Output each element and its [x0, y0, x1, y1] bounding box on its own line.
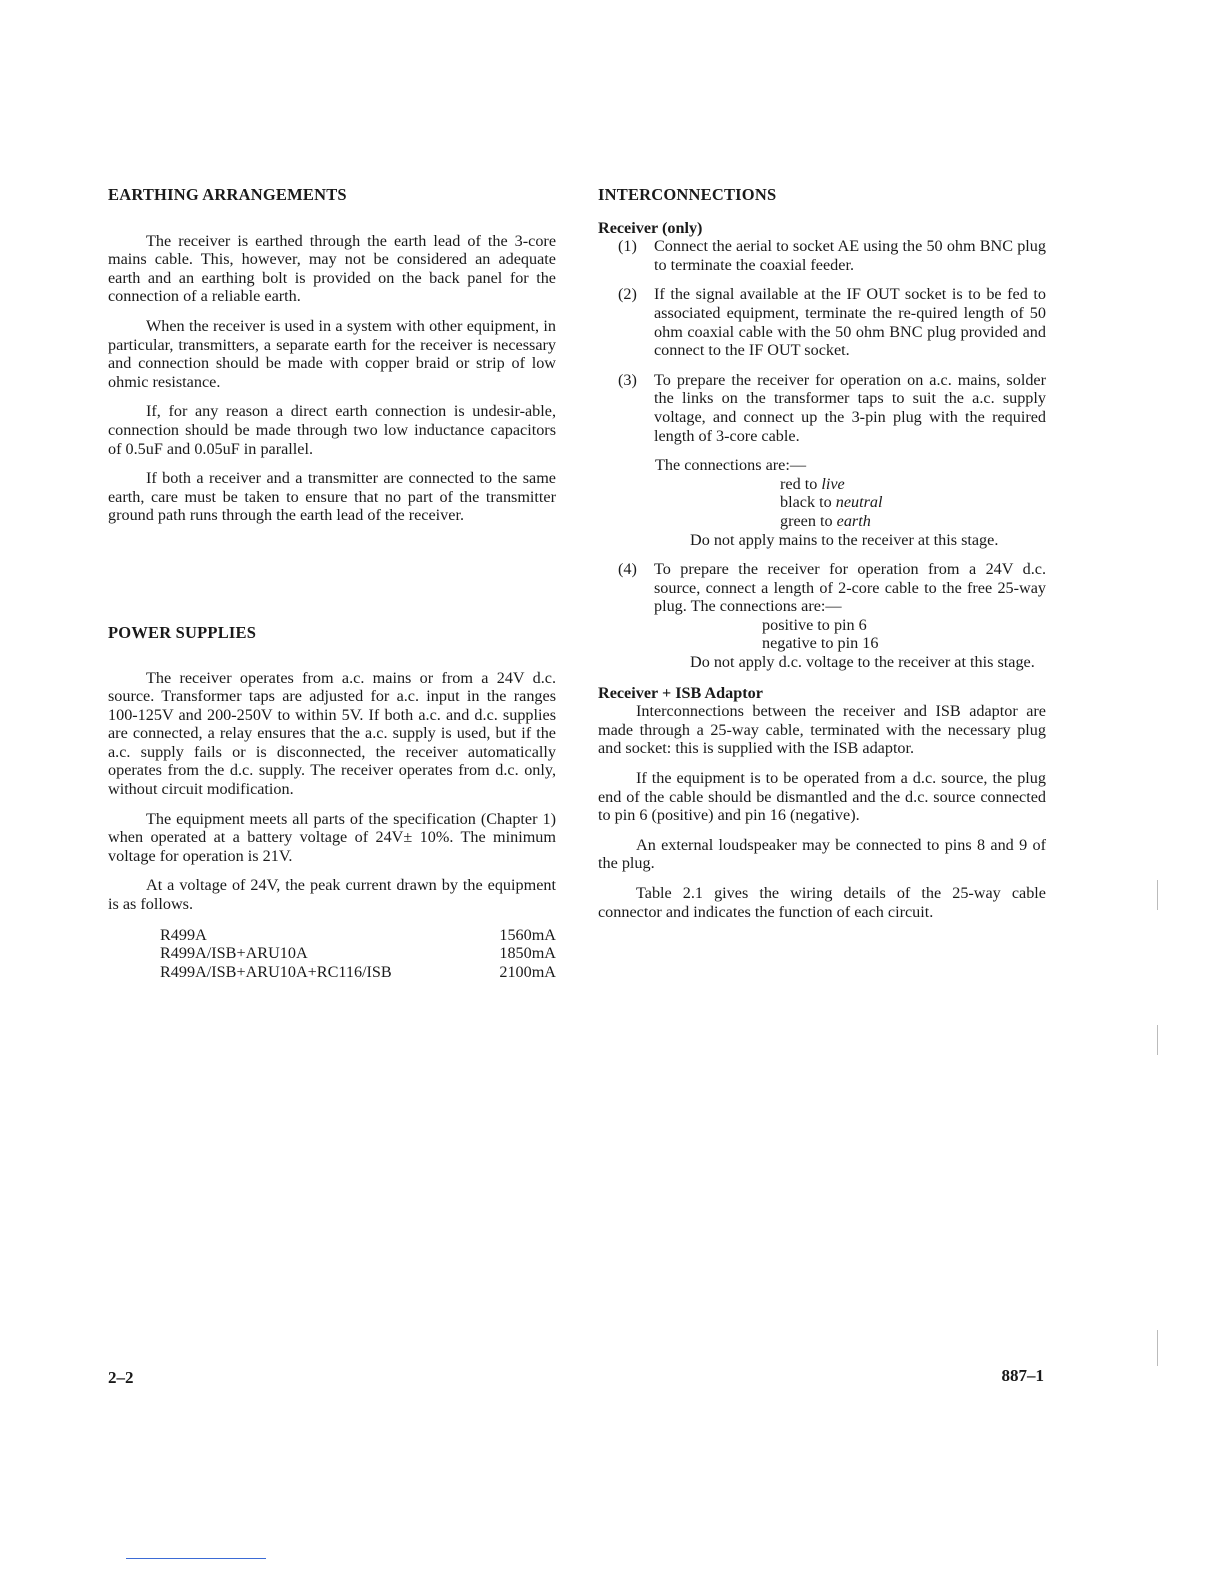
table-row — [160, 926, 556, 945]
dc-warning: Do not apply d.c. voltage to the receiver at this stage. — [690, 653, 1035, 672]
connections-intro: The connections are:— — [655, 456, 807, 475]
isb-subheading: Receiver + ISB Adaptor — [598, 683, 763, 702]
current-cell: 2100mA — [499, 962, 556, 981]
item-number: (4) — [618, 560, 637, 579]
power-paragraph: At a voltage of 24V, the peak current drawn by the equipment is as follows. — [108, 876, 556, 914]
connection-line: black to neutral — [780, 493, 883, 512]
power-paragraph: The receiver operates from a.c. mains or from a 24V d.c. source. Transformer taps are adjusted for a.c. input in the ranges 100-125V and 200-250V to within 5V. If both a.c. and d.c. supplies are connected, a relay ensures that the a.c. supply is used, but if the a.c. supply fails or is disconnected, the receiver automatically operates from the d.c. supply. The receiver operates from d.c. only, without circuit modification. — [108, 668, 556, 799]
equipment-cell: R499A/ISB+ARU10A — [160, 944, 308, 963]
earthing-paragraph: When the receiver is used in a system with other equipment, in particular, transmitters, a separate earth for the receiver is necessary and connection should be made with copper braid or strip of low ohmic resistance. — [108, 316, 556, 391]
numbered-item — [598, 237, 1046, 274]
page-number: 2–2 — [108, 1368, 134, 1387]
equipment-cell: R499A — [160, 925, 207, 944]
isb-paragraph: If the equipment is to be operated from a d.c. source, the plug end of the cable should be dismantled and the d.c. source connected to pin 6 (positive) and pin 16 (negative). — [598, 769, 1046, 825]
scan-edge-mark — [1157, 880, 1158, 910]
connection-term: live — [821, 474, 845, 493]
isb-paragraph: Interconnections between the receiver and ISB adaptor are made through a 25-way cable, terminated with the necessary plug and socket: this is supplied with the ISB adaptor. — [598, 702, 1046, 758]
item-text: To prepare the receiver for operation from a 24V d.c. source, connect a length of 2-core cable to the free 25-way plug. The connections are:— — [654, 560, 1046, 616]
item-text: If the signal available at the IF OUT socket is to be fed to associated equipment, terminate the re-quired length of 50 ohm coaxial cable with the 50 ohm BNC plug provided and connect to the IF OUT socket. — [654, 285, 1046, 360]
power-heading: POWER SUPPLIES — [108, 622, 257, 642]
pin-line: positive to pin 6 — [762, 615, 867, 634]
connection-line: red to live — [780, 474, 845, 493]
mains-warning: Do not apply mains to the receiver at this stage. — [690, 530, 999, 549]
numbered-item — [598, 560, 1046, 616]
isb-paragraph: An external loudspeaker may be connected to pins 8 and 9 of the plug. — [598, 835, 1046, 873]
isb-paragraph: Table 2.1 gives the wiring details of the 25-way cable connector and indicates the function of each circuit. — [598, 884, 1046, 921]
item-text: Connect the aerial to socket AE using the 50 ohm BNC plug to terminate the coaxial feeder. — [654, 237, 1046, 274]
earthing-paragraph: The receiver is earthed through the earth lead of the 3-core mains cable. This, however, may not be considered an adequate earth and an earthing bolt is provided on the back panel for the connection of a reliable earth. — [108, 231, 556, 306]
document-number: 887–1 — [1001, 1366, 1044, 1385]
earthing-heading: EARTHING ARRANGEMENTS — [108, 185, 347, 204]
interconnections-heading: INTERCONNECTIONS — [598, 185, 777, 204]
item-number: (2) — [618, 285, 637, 304]
left-column — [108, 186, 556, 981]
item-text: To prepare the receiver for operation on a.c. mains, solder the links on the transformer taps to suit the a.c. supply voltage, and connect up the 3-pin plug with the required length of 3-core cable. — [654, 370, 1046, 445]
connection-line: green to earth — [780, 511, 871, 530]
earthing-paragraph: If both a receiver and a transmitter are connected to the same earth, care must be taken to ensure that no part of the transmitter ground path runs through the earth lead of the receiver. — [108, 469, 556, 525]
connection-term: neutral — [835, 493, 883, 512]
scan-edge-mark — [1157, 1025, 1158, 1055]
current-cell: 1850mA — [499, 944, 556, 963]
scan-edge-mark — [1157, 1330, 1158, 1366]
equipment-cell: R499A/ISB+ARU10A+RC116/ISB — [160, 962, 392, 981]
item-number: (1) — [618, 237, 637, 256]
numbered-item — [598, 371, 1046, 445]
right-column — [598, 186, 1046, 921]
connection-term: earth — [836, 511, 871, 530]
earthing-paragraph: If, for any reason a direct earth connection is undesir-able, connection should be made through two low inductance capacitors of 0.5uF and 0.05uF in parallel. — [108, 402, 556, 458]
table-row — [160, 963, 556, 982]
current-cell: 1560mA — [499, 925, 556, 944]
peak-current-table — [160, 926, 556, 982]
numbered-item — [598, 285, 1046, 359]
scan-artifact-line — [126, 1558, 266, 1559]
receiver-only-subheading: Receiver (only) — [598, 218, 703, 237]
table-row — [160, 944, 556, 963]
power-paragraph: The equipment meets all parts of the specification (Chapter 1) when operated at a battery voltage of 24V± 10%. The minimum voltage for operation is 21V. — [108, 809, 556, 865]
item-number: (3) — [618, 370, 637, 389]
pin-line: negative to pin 16 — [762, 634, 879, 653]
